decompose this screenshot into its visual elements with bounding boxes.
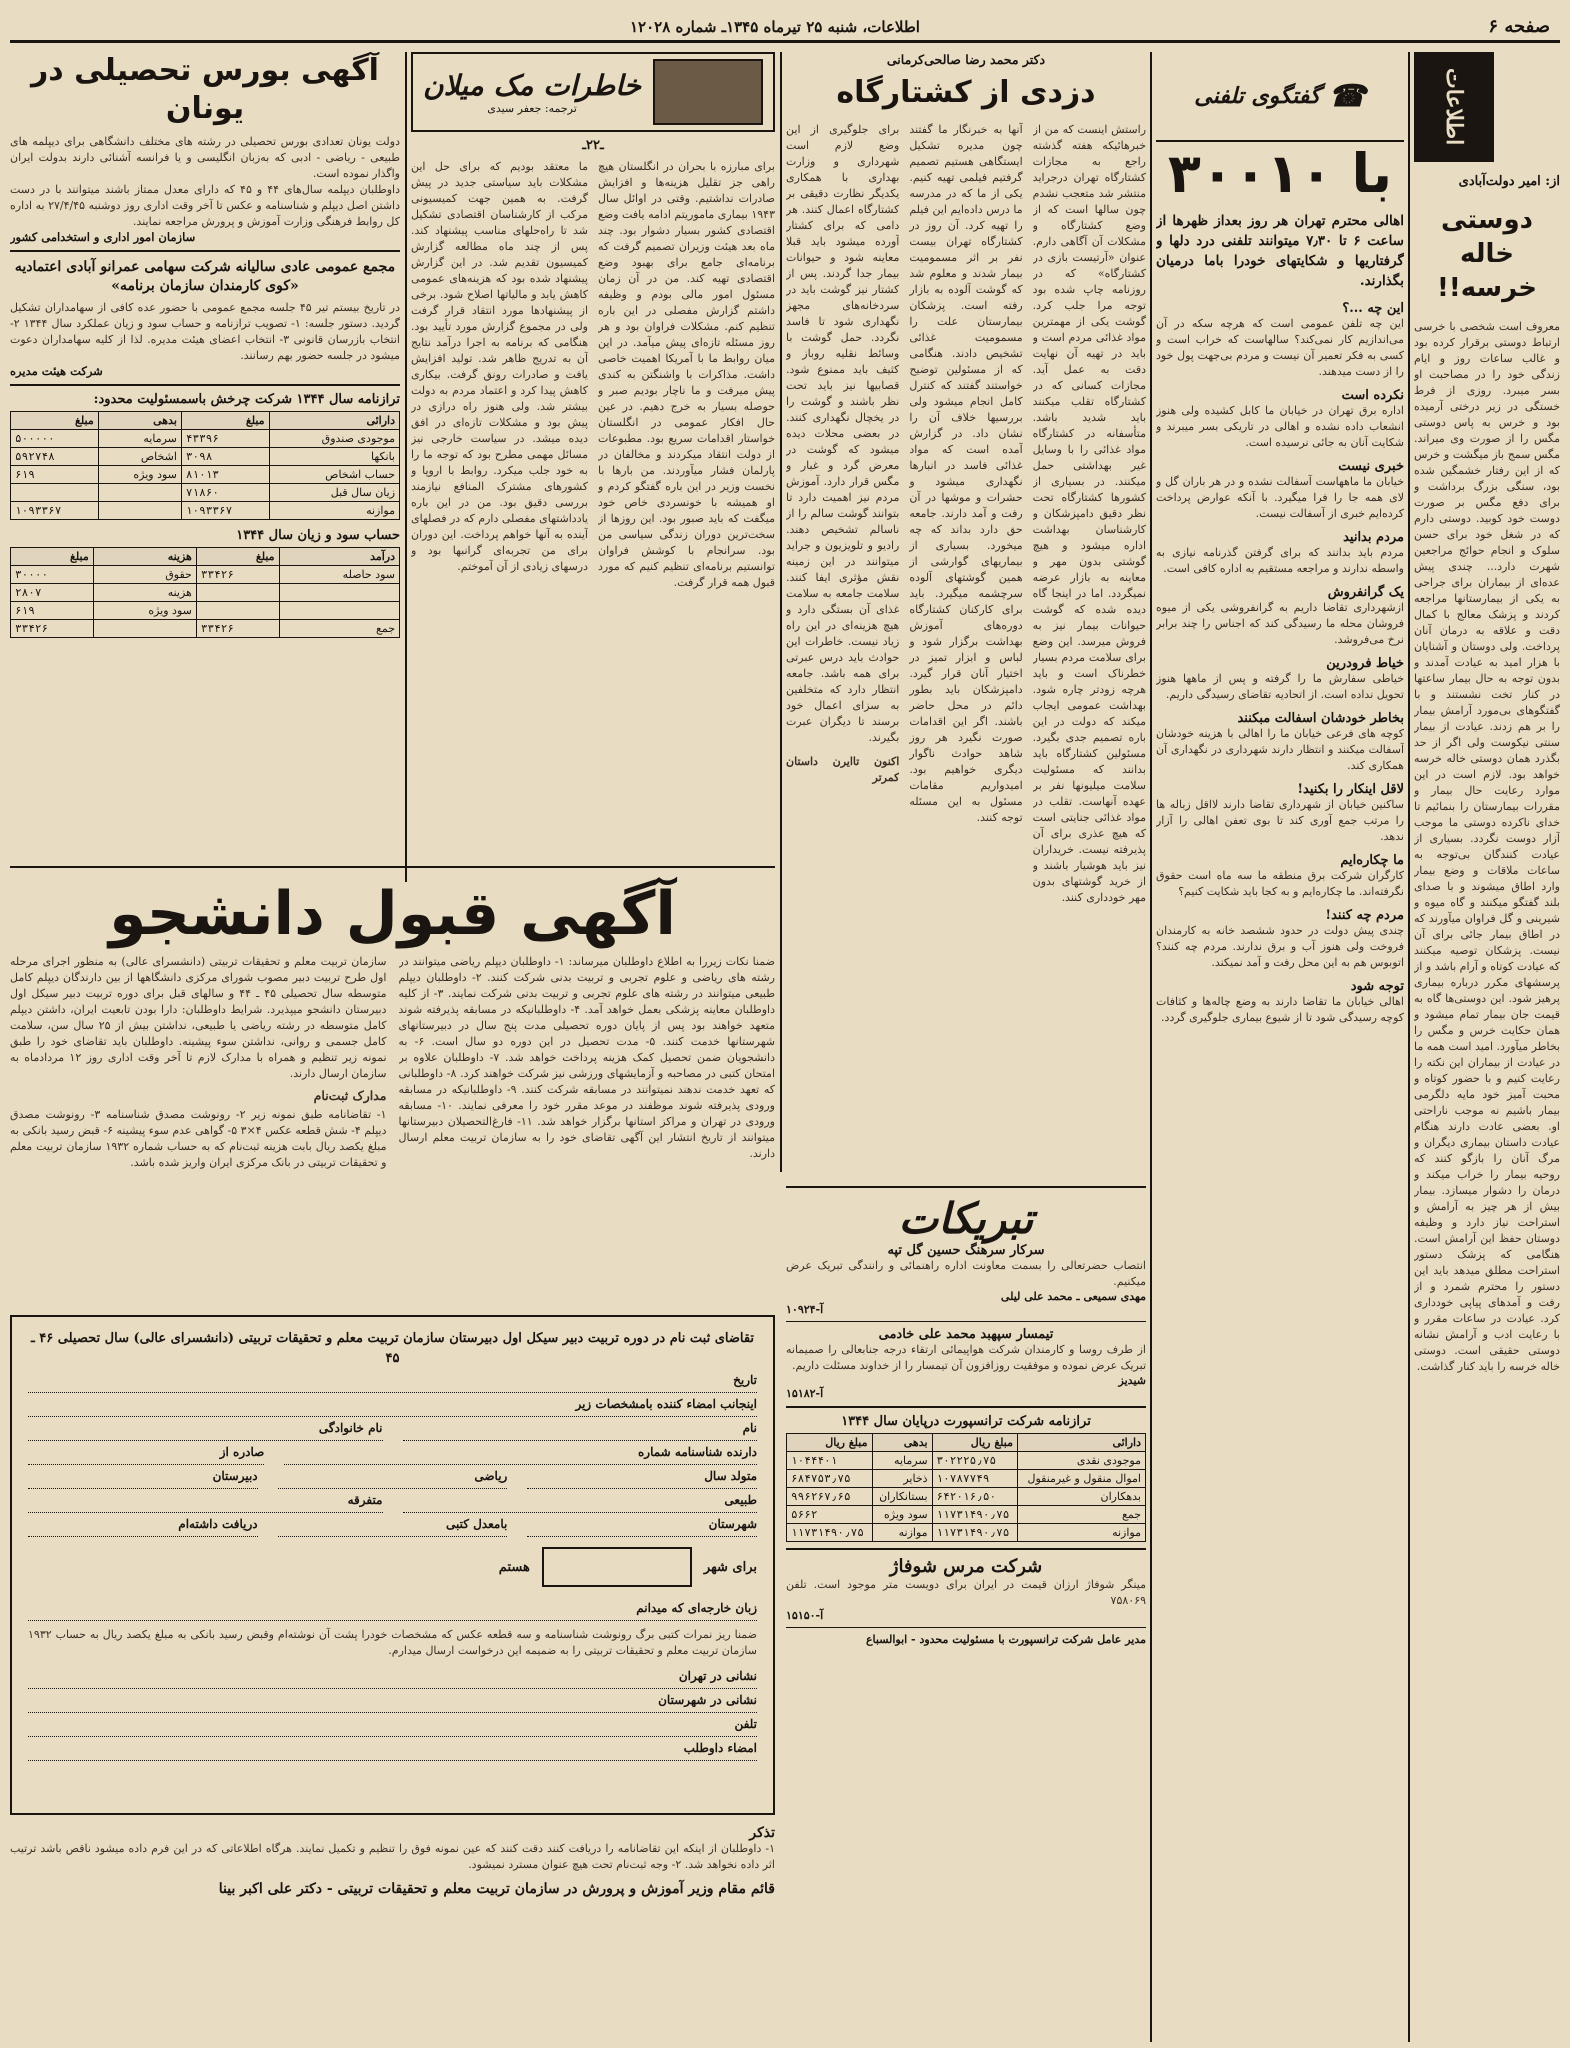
table-cell — [98, 484, 181, 502]
admission-ad — [10, 860, 775, 1324]
phone-item-body: کارگران شرکت برق منطقه ما سه ماه است حقوق نگرفته‌اند. ما چکاره‌ایم و به کجا باید شکایت کنیم؟ — [1156, 869, 1404, 898]
form-name-field[interactable]: نام — [403, 1417, 758, 1441]
table-header-cell: مبلغ — [11, 548, 94, 566]
table-cell: ۶۱۹ — [11, 602, 94, 620]
balance-title: ترازنامه سال ۱۳۴۴ شرکت چرخش باسمسئولیت محدود: — [93, 392, 400, 407]
table-row — [787, 1488, 1146, 1506]
phone-intro: اهالی محترم تهران هر روز بعداز ظهرها از ساعت ۶ تا ۷٫۳۰ میتوانند تلفنی درد دلها و گرفتاریها و شکایتهای خودرا باما درمیان بگذارند. — [1156, 213, 1404, 289]
table-header-cell: دارائی — [269, 412, 399, 430]
phone-item-title: مردم چه کنند! — [1325, 908, 1404, 923]
shuffaz-title: شرکت مرس شوفاژ — [889, 1556, 1043, 1577]
form-address-city[interactable]: نشانی در شهرستان — [28, 1689, 757, 1713]
table-header-cell: مبلغ ریال — [932, 1434, 1017, 1452]
form-receipt-field[interactable]: دریافت داشته‌ام — [28, 1513, 258, 1537]
ettelaat-logo: اطلاعات — [1414, 52, 1494, 162]
form-city-field[interactable]: شهرستان — [527, 1513, 757, 1537]
form-for-city-label: برای شهر — [703, 1559, 757, 1575]
form-applicant-line: اینجانب امضاء کننده بامشخصات زیر — [28, 1393, 757, 1417]
phone-item-title: بخاطر خودشان اسفالت مبکنند — [1237, 711, 1404, 726]
congrats-recipient-1: سرکار سرهنگ حسین گل تپه — [887, 1243, 1045, 1258]
opinion-title: دوستی خاله خرسه!! — [1437, 205, 1537, 303]
form-city-box[interactable] — [542, 1547, 692, 1587]
column-notices — [10, 52, 400, 638]
phone-item-body: خیاطی سفارش ما را گرفته و پس از ماهها هنوز تحویل نداده است. از اتحادیه تقاضای رسیدگی داریم. — [1156, 672, 1404, 701]
header-rule — [10, 40, 1560, 43]
form-natural-field[interactable]: طبیعی — [403, 1489, 758, 1513]
phone-talk-banner — [1156, 52, 1404, 142]
admission-col-b: سازمان تربیت معلم و تحقیقات تربیتی (دانشسرای عالی) به منظور اجرای مرحله اول طرح تربیت دبیر مصوب شورای مرکزی دانشگاهها از بین دارندگان دیپلم کامل متوسطه سال تحصیلی ۴۵ ـ ۴۴ و سالهای قبل برای دوره تربیت دبیر سیکل اول دبیرستان دانشجو میپذیرد. شرایط داوطلبان: دارا بودن تابعیت ایران، داشتن دیپلم کامل متوسطه در رشته ریاضی یا طبیعی، نداشتن بیش از ۲۵ سال سن، سلامت کامل جسمی و روانی، نداشتن سوء پیشینه. داوطلبان باید تقاضای خود را طبق نمونه زیر تنظیم و همراه با مدارک لازم تا آخر وقت اداری روز ۱۲ مردادماه به سازمان ارسال دارند. مدارک ثبت‌نام ۱- تقاضانامه طبق نمونه زیر ۲- رونوشت مصدق شناسنامه ۳- رونوشت مصدق دیپلم ۴- شش قطعه عکس ۴×۳ ۵- گواهی عدم سوء پیشینه ۶- قبض رسید بانکی به مبلغ یکصد ریال بابت هزینه ثبت‌نام که به حساب شماره ۱۹۳۲ سازمان تربیت معلم و تحقیقات تربیتی در بانک مرکزی ایران واریز شده باشد. — [10, 955, 387, 1169]
application-form — [10, 1315, 775, 1815]
table-cell: بانکها — [269, 448, 399, 466]
reminder-footer: قائم مقام وزیر آموزش و پرورش در سازمان تربیت معلم و تحقیقات تربیتی - دکتر علی اکبر بینا — [218, 1881, 775, 1897]
table-cell — [279, 602, 399, 620]
table-cell: سرمایه — [872, 1452, 932, 1470]
reminder-section — [10, 1825, 775, 1897]
table-row — [787, 1452, 1146, 1470]
congrats-text-2: از طرف روسا و کارمندان شرکت هواپیمائی ارتقاء درجه جنابعالی را صمیمانه تبریک عرض نموده و موفقیت روزافزون آن تیمسار را از خداوند مسئلت داریم. — [786, 1343, 1146, 1372]
table-cell: جمع — [279, 620, 399, 638]
phone-item-title: نکرده است — [1341, 388, 1404, 403]
phone-number-title: با ۳۰۰۱۰ — [1167, 142, 1393, 205]
pl-table-body — [11, 566, 400, 638]
memoir-title: خاطرات مک میلان — [423, 69, 641, 102]
article-signoff: اکنون تاایرن داستان کمرتر — [786, 755, 900, 784]
table-row — [787, 1506, 1146, 1524]
reminder-text: ۱- داوطلبان از اینکه این تقاضانامه را دریافت کنند دقت کنند که عین نمونه فوق را تنظیم و تکمیل نمایند. هرگاه اطلاعاتی که در این فرم داده میشود ناقص باشد ترتیب اثر داده نخواهد شد. ۲- وجه ثبت‌نام تحت هیچ عنوان مسترد نمیشود. — [10, 1842, 775, 1871]
table-cell — [11, 484, 99, 502]
assembly-title: مجمع عمومی عادی سالیانه شرکت سهامی عمرانو آبادی اعتمادیه «کوی کارمندان سازمان برنامه» — [14, 259, 396, 294]
form-attachments-text: ضمنا ریز نمرات کتبی برگ رونوشت شناسنامه و سه قطعه عکس که مشخصات خودرا پشت آن نوشته‌ام وقبض رسید بانکی به مبلغ یکصد ریال به حساب ۱۹۳۲ سازمان تربیت معلم و تحقیقات تربیتی را به ضمیمه این درخواست ارسال میدارم. — [28, 1628, 757, 1657]
table-row — [11, 502, 400, 520]
table-cell — [93, 620, 196, 638]
column-divider — [405, 52, 407, 882]
shuffaz-text: مینگر شوفاژ ارزان قیمت در ایران برای دویست متر موجود است. تلفن ۷۵۸۰۶۹ — [786, 1578, 1146, 1607]
table-cell: ۱۱۷۳۱۴۹۰٫۷۵ — [932, 1524, 1017, 1542]
phone-item-title: این چه ...؟ — [1342, 301, 1404, 316]
table-cell: ۳۰۹۸ — [181, 448, 269, 466]
table-cell: ۵۶۶۲ — [787, 1506, 873, 1524]
table-header-row — [11, 412, 400, 430]
memoir-translator: ترجمه: جعفر سیدی — [487, 102, 577, 115]
table-cell: سود ویژه — [93, 602, 196, 620]
table-cell: حقوق — [93, 566, 196, 584]
table-header-row — [787, 1434, 1146, 1452]
table-cell: سود حاصله — [279, 566, 399, 584]
portrait-image — [653, 59, 763, 125]
table-cell: ۱۰۷۸۷۷۴۹ — [932, 1470, 1017, 1488]
form-title: تقاضای ثبت نام در دوره تربیت دبیر سیکل اول دبیرستان سازمان تربیت معلم و تحقیقات تربیتی (دانشسرای عالی) سال تحصیلی ۴۶ ـ ۴۵ — [30, 1331, 755, 1366]
table-cell: ۸۱۰۱۳ — [181, 466, 269, 484]
column-divider — [1150, 52, 1152, 2042]
table-cell — [98, 502, 181, 520]
article-col-b: آنها به خبرنگار ما گفتند چون مدیره تشکیل ایستگاهی هستیم تصمیم گرفتیم فیلمی تهیه کنیم. یکی از ما که در مدرسه ما درس داده‌ایم این فیلم را تهیه کرد. آن روز در کشتارگاه تهران بیست نفر بر اثر مسمومیت بیمار شدند و معلوم شد که گوشت آلوده به بازار رفته است. پزشکان بیمارستان علت را مسمومیت غذائی تشخیص دادند. هنگامی که از مسئولین توضیح خواستند گفتند که کنترل کامل انجام میشود ولی بررسیها خلاف آن را نشان داد. در گزارش آمده است که مواد غذائی فاسد در انبارها نگهداری میشود و حشرات و موشها در آن رفت و آمد دارند. جامعه حق دارد بداند که چه میخورد. بسیاری از بیماریهای گوارشی از همین گوشتهای آلوده سرچشمه میگیرد. باید برای کارکنان کشتارگاه دوره‌های آموزش بهداشت برگزار شود و لباس و ابزار تمیز در اختیار آنان قرار گیرد. دامپزشکان باید بطور دائم در محل حاضر باشند. اگر این اقدامات صورت نگیرد هر روز شاهد حوادث ناگوار دیگری خواهیم بود. امیدواریم مقامات مسئول به این مسئله توجه کنند. — [909, 123, 1023, 824]
assembly-sign: شرکت هیئت مدیره — [10, 364, 103, 378]
scholarship-sign: سازمان امور اداری و استخدامی کشور — [10, 230, 196, 244]
phone-item-body: اداره برق تهران در خیابان ما کابل کشیده ولی هنوز انشعاب داده نشده و اهالی در تاریکی بسر میبرند و شکایت آنان به جائی نرسیده است. — [1156, 404, 1404, 449]
form-language-field[interactable]: زبان خارجه‌ای که میدانم — [28, 1597, 757, 1621]
table-cell: بدهکاران — [1018, 1488, 1146, 1506]
form-am-label: هستم — [498, 1559, 530, 1575]
newspaper-page — [10, 10, 1560, 2040]
table-header-cell: مبلغ — [196, 548, 279, 566]
memoir-col-a: برای مبارزه با بحران در انگلستان هیچ راهی جز تقلیل هزینه‌ها و افزایش صادرات نداشتیم. وقتی در اوائل سال ۱۹۴۳ بیماری ماموریتم ادامه یافت وضع اقتصادی کشور بسیار دشوار بود. چند ماه بعد هیئت وزیران تصمیم گرفت که برنامه‌ای جامع برای بهبود وضع اقتصادی تهیه کند. من در آن زمان مسئول امور مالی بودم و وظیفه داشتم گزارش مفصلی در این باره تنظیم کنم. مشکلات فراوان بود و هر روز مسئله تازه‌ای پیش میآمد. در این میان روابط ما با آمریکا اهمیت خاصی داشت. مذاکرات با واشنگتن به کندی پیش میرفت و ما ناچار بودیم صبر و حوصله بسیار به خرج دهیم. در عین حال افکار عمومی در انگلستان خواستار اقدامات سریع بود. مطبوعات از دولت انتقاد میکردند و مخالفان در پارلمان فشار میآوردند. من بارها با نخست وزیر در این باره گفتگو کردم و او همیشه با خونسردی خاص خود میگفت که باید صبور بود. این روزها از سخت‌ترین دوران زندگی سیاسی من بود. سرانجام با کوشش فراوان توانستیم برنامه‌ای تنظیم کنیم که مورد قبول همه قرار گرفت. — [598, 160, 775, 589]
phone-item-body: این چه تلفن عمومی است که هرچه سکه در آن می‌اندازیم کار نمی‌کند؟ سالهاست که خراب است و کسی به فکر تعمیر آن نیست و مردم بی‌جهت پول خود را از دست میدهند. — [1156, 317, 1404, 378]
table-cell: موجودی صندوق — [269, 430, 399, 448]
form-signature-field[interactable]: امضاء داوطلب — [28, 1737, 757, 1761]
form-address-tehran[interactable]: نشانی در تهران — [28, 1665, 757, 1689]
column-divider — [780, 52, 782, 1172]
table-cell: ۱۰۹۳۳۶۷ — [11, 502, 99, 520]
phone-item-body: ساکنین خیابان از شهرداری تقاضا دارند لااقل زباله ها را مرتب جمع آوری کند تا بوی تعفن اهالی را آزار ندهد. — [1156, 798, 1404, 843]
table-cell: ۳۳۴۲۶ — [196, 566, 279, 584]
memoir-header — [411, 52, 775, 132]
column-article — [786, 52, 1146, 1132]
congrats-signers-1: مهدی سمیعی ـ محمد علی لیلی — [1000, 1290, 1146, 1303]
form-born-field[interactable]: متولد سال — [527, 1465, 757, 1489]
memoir-col-b: ما معتقد بودیم که برای حل این مشکلات باید سیاستی جدید در پیش گرفت. به همین جهت کمیسیونی مرکب از کارشناسان اقتصادی تشکیل شد تا راه‌حلهای مناسب پیشنهاد کند. پس از چند ماه مطالعه گزارش کمیسیون تقدیم شد. در این گزارش پیشنهاد شده بود که هزینه‌های عمومی کاهش یابد و مالیاتها اصلاح شود. برخی از پیشنهادها مورد انتقاد قرار گرفت ولی در مجموع گزارش مورد تأیید بود. هنگامی که برنامه به اجرا درآمد نتایج آن به تدریج ظاهر شد. تولید افزایش یافت و صادرات رونق گرفت. بیکاری کاهش پیدا کرد و اعتماد مردم به دولت بیشتر شد. ولی هنوز راه درازی در پیش بود و مشکلات تازه‌ای در افق دیده میشد. در سیاست خارجی نیز مسائل مهمی مطرح بود که توجه ما را به خود جلب میکرد. روابط با اروپا و کشورهای مشترک المنافع نیازمند بررسی دقیق بود. من در این باره یادداشتهای مفصلی دارم که در فصلهای آینده به آنها خواهم پرداخت. این دوران برای من تجربه‌ای گرانبها بود و درسهای زیادی از آن آموختم. — [411, 160, 588, 573]
pl-table — [10, 547, 400, 638]
form-misc-field[interactable]: متفرقه — [28, 1489, 383, 1513]
article-col-c: برای جلوگیری از این وضع لازم است شهرداری و وزارت بهداری با همکاری یکدیگر نظارت دقیقی بر کشتارگاه اعمال کنند. هر دامی که برای کشتار آورده میشود باید قبلا معاینه شود و حیوانات بیمار جدا گردند. پس از کشتار نیز گوشت باید در سردخانه‌های مجهز نگهداری شود تا فاسد نگردد. حمل گوشت با وسائط نقلیه روباز و کثیف باید ممنوع شود. قصابیها نیز باید تحت نظر باشند و گوشت را در یخچال نگهداری کنند. در بعضی محلات دیده میشود که گوشت در معرض گرد و غبار و مگس قرار دارد. آموزش مردم نیز اهمیت دارد تا بتوانند گوشت سالم را از ناسالم تشخیص دهند. رادیو و تلویزیون و جراید میتوانند در این زمینه نقش مؤثری ایفا کنند. سلامت جامعه به سلامت غذای آن بستگی دارد و هیچ هزینه‌ای در این راه زیاد نیست. خاطرات این حوادث باید درس عبرتی برای همه باشد. جامعه انتظار دارد که متخلفین به سزای اعمال خود برسند تا دیگران عبرت بگیرند. اکنون تاایرن داستان کمرتر — [786, 123, 900, 784]
table-row — [11, 430, 400, 448]
transport-balance-body — [787, 1452, 1146, 1542]
form-date-field[interactable]: تاریخ — [28, 1369, 757, 1393]
table-cell: ۵۹۲۷۴۸ — [11, 448, 99, 466]
table-cell: ۱۱۷۳۱۴۹۰٫۷۵ — [787, 1524, 873, 1542]
congratulations-title: تبریکات — [898, 1194, 1034, 1243]
phone-item-title: توجه شود — [1350, 979, 1404, 994]
table-cell: ۳۳۴۲۶ — [196, 620, 279, 638]
table-cell: موازنه — [872, 1524, 932, 1542]
table-cell: سود ویژه — [872, 1506, 932, 1524]
assembly-text: در تاریخ بیستم تیر ۴۵ جلسه مجمع عمومی با حضور عده کافی از سهامداران تشکیل گردید. دستور جلسه: ۱- تصویب ترازنامه و حساب سود و زیان عملکرد سال ۱۳۴۴ ۲- انتخاب بازرسان قانونی ۳- انتخاب اعضای هیئت مدیره. لذا از کلیه سهامداران دعوت میشود در جلسه حضور بهم رسانند. — [10, 301, 400, 362]
form-family-field[interactable]: نام خانوادگی — [28, 1417, 383, 1441]
table-cell: ذخایر — [872, 1470, 932, 1488]
form-known-field[interactable]: بامعدل کتبی — [278, 1513, 508, 1537]
table-cell: ۶۴۲۰۱۶٫۵۰ — [932, 1488, 1017, 1506]
table-row — [11, 584, 400, 602]
table-cell: سود ویژه — [98, 466, 181, 484]
pl-title: حساب سود و زیان سال ۱۳۴۴ — [236, 528, 400, 543]
table-header-row — [11, 548, 400, 566]
table-cell: حساب اشخاص — [269, 466, 399, 484]
table-cell: اموال منقول و غیرمنقول — [1018, 1470, 1146, 1488]
table-cell: ۱۱۷۳۱۴۹۰٫۷۵ — [932, 1506, 1017, 1524]
table-row — [11, 448, 400, 466]
phone-item-body: مردم باید بدانند که برای گرفتن گذرنامه نیازی به واسطه ندارند و مراجعه مستقیم به اداره کافی است. — [1156, 546, 1404, 575]
memoir-part: ـ۲۲ـ — [582, 138, 604, 153]
congrats-text-1: انتصاب حضرتعالی را بسمت معاونت اداره راهنمائی و رانندگی تبریک عرض میکنیم. — [786, 1259, 1146, 1288]
phone-item-body: ازشهرداری تقاضا داریم به گرانفروشی یکی از میوه فروشان محله ما رسیدگی کند که اجناس را چند برابر نرخ می‌فروشد. — [1156, 601, 1404, 646]
opinion-author: از: امیر دولت‌آبادی — [1458, 174, 1560, 189]
issue-line: اطلاعات، شنبه ۲۵ تیرماه ۱۳۴۵ـ شماره ۱۲۰۲۸ — [630, 18, 920, 36]
congrats-signers-2: شیدیز — [1118, 1374, 1146, 1387]
table-cell: موازنه — [269, 502, 399, 520]
congratulations-section — [786, 1180, 1146, 1646]
article-col-a: راستش اینست که من از خبرهائیکه هفته گذشته راجع به مجازات کشتارگاه تهران درجراید منتشر شد متعجب نشدم چون سالها است که از وضع کشتارگاه و مشکلات آن آگاهی دارم. عنوان «آرتیست بازی در کشتارگاه» که در روزنامه چاپ شده بود توجه مرا جلب کرد. گوشت یکی از مهمترین مواد غذائی مردم است و باید در تهیه آن نهایت دقت به عمل آید. مجازات کسانی که در کشتارگاه تقلب میکنند باید شدید باشد. متأسفانه در کشتارگاه مواد غذائی را با وسایل غیر بهداشتی حمل میکنند. در بسیاری از کشورها کشتارگاه تحت نظر دقیق دامپزشکان و کارشناسان بهداشت اداره میشود و هیچ گوشتی بدون مهر و معاینه به بازار عرضه نمیگردد. اما در اینجا گاه دیده شده که گوشت حیوانات بیمار نیز به فروش میرسد. این وضع برای سلامت مردم بسیار خطرناک است و باید هرچه زودتر چاره شود. بهداشت عمومی ایجاب میکند که دولت در این باره تصمیم جدی بگیرد. مسئولین کشتارگاه باید بدانند که مسئولیت سلامت میلیونها نفر بر عهده آنهاست. تقلب در مواد غذائی جنایتی است که هیچ عذری برای آن پذیرفته نیست. خریداران نیز باید هوشیار باشند و از خرید گوشتهای بدون مهر خودداری کنند. — [1032, 123, 1146, 904]
table-header-cell: بدهی — [872, 1434, 932, 1452]
ad-code-1: آ-۱۰۹۲۴ — [786, 1303, 824, 1316]
table-cell: ۷۱۸۶۰ — [181, 484, 269, 502]
form-math-field[interactable]: ریاضی — [278, 1465, 508, 1489]
column-phone-talk — [1156, 52, 1404, 1026]
phone-item-body: چندی پیش دولت در حدود ششصد خانه به کارمندان فروخت ولی هنوز آب و برق ندارند. مردم چه کنند؟ اتوبوس هم به این محل رفت و آمد نمیکند. — [1156, 924, 1404, 969]
transport-balance-title: ترازنامه شرکت ترانسپورت درپایان سال ۱۳۴۴ — [841, 1414, 1091, 1429]
phone-item-title: خیاط فرودرین — [1326, 656, 1404, 671]
table-cell: ۶۸۴۷۵۳٫۷۵ — [787, 1470, 873, 1488]
balance-table — [10, 411, 400, 520]
opinion-body: معروف است شخصی با خرسی ارتباط دوستی برقرار کرده بود و غالب ساعات روز و ایام زندگی خود را در مصاحبت او بسر میبرد. روزی از فرط خستگی در زیر درختی آرمیده بود و خرس به پاس دوستی مگس را از صورت وی میراند. مگس سمج باز میگشت و خرس که از این رفتار خشمگین شده بود، سنگی بزرگ برداشت و برای دفع مگس بر صورت دوست خود کوبید. دوستی دارم که در شغل خود برای حسن سلوک و انجام حوائج مراجعین شهرت دارد... چندی پیش عده‌ای از بیماران برای جراحی به یکی از بیمارستانها مراجعه کردند و پزشک معالج با کمال دقت و علاقه به درمان آنان پرداخت. ولی دوستان و آشنایان با هزار امید به عیادت آمدند و بدون توجه به حال بیمار ساعتها در کنار تخت نشستند و با گفتگوهای بی‌مورد آرامش بیمار را بر هم زدند. عیادت از بیمار سنتی نیکوست ولی اگر از حد بگذرد همان دوستی خاله خرسه خواهد بود. لازم است در این موارد رعایت حال بیمار و مقررات بیمارستان را بنمائیم تا خدای ناکرده دوستی ما موجب آزار دوست نگردد. بسیاری از عیادت کنندگان بی‌توجه به ساعات ملاقات و وضع بیمار وارد اطاق میشوند و با صدای بلند گفتگو میکنند و گاه میوه و شیرینی و گل فراوان میآورند که در اطاق بیمار جائی برای آن نیست. پزشکان توصیه میکنند که عیادت کوتاه و آرام باشد و از پرسشهای مکرر درباره بیماری پرهیز شود. این دوستی‌ها گاه به قیمت جان بیمار تمام میشود و همان حکایت خرس و مگس را بخاطر میآورد. امید است همه ما در عیادت از بیماران این نکته را رعایت کنیم و با حضور کوتاه و محبت آمیز خود مایه دلگرمی بیمار باشیم نه موجب ناراحتی او. بعضی عادت دارند هنگام عیادت داستان بیماری دیگران و مرگ آنان را بازگو کنند که روحیه بیمار را خراب میکند و درمان را دشوار میسازد. بیمار بیش از هر چیز به آرامش و استراحت نیاز دارد و وظیفه دوستان حفظ این آرامش است. هنگامی که پزشک دستور استراحت مطلق میدهد باید این دستور را محترم شمرد و از رفت و آمدهای پیاپی خودداری کرد. عیادت در ساعات مقرر و با رعایت ادب و آرامش نشانه دوستی حقیقی است. دوستی خاله خرسه را باید کنار گذاشت. — [1414, 320, 1560, 1373]
phone-item-title: خبری نیست — [1338, 459, 1404, 474]
table-cell: ۲۸۰۷ — [11, 584, 94, 602]
table-cell: اشخاص — [98, 448, 181, 466]
table-cell: موازنه — [1018, 1524, 1146, 1542]
page-number: صفحه ۶ — [1488, 16, 1550, 37]
table-header-cell: هزینه — [93, 548, 196, 566]
phone-item-body: خیابان ما ماههاست آسفالت نشده و در هر باران گل و لای همه جا را فرا میگیرد. با آنکه عوارض پرداخت کرده‌ایم خبری از آسفالت نیست. — [1156, 475, 1404, 520]
phone-item-title: مردم بدانید — [1343, 530, 1404, 545]
form-issued-field[interactable]: صادره از — [28, 1441, 264, 1465]
phone-item-title: یک گرانفروش — [1327, 585, 1404, 600]
scholarship-title: آگهی بورس تحصیلی در یونان — [31, 53, 379, 126]
table-cell: ۳۳۴۲۶ — [11, 620, 94, 638]
balance-table-body — [11, 430, 400, 520]
table-row — [787, 1470, 1146, 1488]
table-cell — [196, 602, 279, 620]
table-row — [787, 1524, 1146, 1542]
table-cell: ۱۰۴۴۴۰۱ — [787, 1452, 873, 1470]
transport-balance-footer: مدیر عامل شرکت ترانسپورت با مسئولیت محدود - ابوالسباع — [865, 1633, 1146, 1646]
table-header-cell: دارائی — [1018, 1434, 1146, 1452]
phone-item-body: اهالی خیابان ما تقاضا دارند به وضع چاله‌ها و کثافات کوچه رسیدگی شود تا از شیوع بیماری جلوگیری گردد. — [1156, 995, 1404, 1024]
ad-code-2: آ-۱۵۱۸۲ — [786, 1387, 824, 1400]
table-cell: جمع — [1018, 1506, 1146, 1524]
table-cell: ۹۹۶۲۶۷٫۶۵ — [787, 1488, 873, 1506]
column-opinion — [1414, 52, 1560, 1375]
table-cell: ۶۱۹ — [11, 466, 99, 484]
table-header-cell: مبلغ — [11, 412, 99, 430]
table-header-cell: مبلغ ریال — [787, 1434, 873, 1452]
table-cell: موجودی نقدی — [1018, 1452, 1146, 1470]
column-memoir — [411, 52, 775, 879]
scholarship-text: دولت یونان تعدادی بورس تحصیلی در رشته های مختلف دانشگاهی برای دیپلمه های طبیعی - ریاضی - ادبی که به‌زبان انگلیسی و یا فرانسه آشنائی دارند بدولت ایران واگذار نموده است. — [10, 135, 400, 180]
table-cell: زیان سال قبل — [269, 484, 399, 502]
table-cell: ۱۰۹۳۳۶۷ — [181, 502, 269, 520]
table-cell: ۳۰۲۲۲۵٫۷۵ — [932, 1452, 1017, 1470]
table-cell: سرمایه — [98, 430, 181, 448]
reminder-title: تذکر — [749, 1825, 775, 1841]
table-header-cell: بدهی — [98, 412, 181, 430]
table-row — [11, 566, 400, 584]
phone-item-title: لاقل اینکار را بکنید! — [1297, 782, 1404, 797]
table-cell — [196, 584, 279, 602]
phone-icon: ☎ — [1328, 78, 1366, 114]
table-cell: بستانکاران — [872, 1488, 932, 1506]
form-id-field[interactable]: دارنده شناسنامه شماره — [284, 1441, 757, 1465]
documents-title: مدارک ثبت‌نام — [313, 1088, 387, 1103]
form-school-field[interactable]: دبیرستان — [28, 1465, 258, 1489]
table-cell: هزینه — [93, 584, 196, 602]
table-cell: ۳۰۰۰۰ — [11, 566, 94, 584]
page-header — [10, 10, 1560, 40]
table-row — [11, 620, 400, 638]
phone-talk-banner-text: گفتگوی تلفنی — [1194, 83, 1321, 109]
form-phone-field[interactable]: تلفن — [28, 1713, 757, 1737]
table-header-cell: درآمد — [279, 548, 399, 566]
transport-balance-table — [786, 1433, 1146, 1542]
column-divider — [1408, 52, 1410, 2042]
scholarship-details: داوطلبان دیپلمه سال‌های ۴۴ و ۴۵ که دارای معدل ممتاز باشند میتوانند با در دست داشتن اصل دیپلم و شناسنامه و عکس تا آخر وقت اداری روز دوشنبه ۲۷/۴/۴۵ به اداره کل روابط فرهنگی وزارت آموزش و پرورش مراجعه نمایند. — [10, 183, 400, 228]
phone-item-body: کوچه های فرعی خیابان ما را اهالی با هزینه خودشان آسفالت میکنند و انتظار دارند شهرداری در نگهداری آن همکاری کند. — [1156, 727, 1404, 772]
phone-item-title: ما چکاره‌ایم — [1340, 853, 1404, 868]
table-cell: ۴۳۳۹۶ — [181, 430, 269, 448]
congrats-recipient-2: تیمسار سپهبد محمد علی خادمی — [878, 1327, 1054, 1342]
table-row — [11, 602, 400, 620]
table-header-cell: مبلغ — [181, 412, 269, 430]
article-byline: دکتر محمد رضا صالحی‌کرمانی — [886, 52, 1046, 67]
table-cell: ۵۰۰۰۰۰ — [11, 430, 99, 448]
table-row — [11, 466, 400, 484]
ad-code-3: آ-۱۵۱۵۰ — [786, 1609, 824, 1622]
article-title: دزدی از کشتارگاه — [836, 75, 1096, 110]
table-cell — [279, 584, 399, 602]
admission-title: آگهی قبول دانشجو — [109, 879, 676, 949]
table-row — [11, 484, 400, 502]
admission-col-a: ضمنا نکات زیررا به اطلاع داوطلبان میرساند: ۱- داوطلبان دیپلم ریاضی میتوانند در رشته های ریاضی و علوم تجربی و تربیت بدنی شرکت کنند. ۲- داوطلبان دیپلم طبیعی میتوانند در رشته های علوم تجربی و تربیت بدنی شرکت نمایند. ۳- از کلیه داوطلبان معاینه پزشکی بعمل خواهد آمد. ۴- داوطلبانیکه در مسابقه پذیرفته شوند متعهد خواهند بود پس از پایان دوره تحصیلی مدت پنج سال در دبیرستانهای شهرستانها خدمت کنند. ۵- مدت تحصیل در این دوره دو سال است. ۶- به دانشجویان ضمن تحصیل کمک هزینه پرداخت خواهد شد. ۷- داوطلبان علاوه بر امتحان کتبی در مصاحبه و آزمایشهای ورزشی نیز شرکت خواهند کرد. ۸- داوطلبانی که تعهد خدمت ندهند نمیتوانند در مسابقه شرکت کنند. ۹- داوطلبانیکه در مسابقه ورودی پذیرفته شوند موظفند در موعد مقرر خود را معرفی نمایند. ۱۰- مسابقه ورودی در تهران و مراکز استانها برگزار خواهد شد. ۱۱- فارغ‌التحصیلان دبیرستانها میتوانند از تاریخ انتشار این آگهی تقاضای خود را به سازمان تربیت معلم ارسال دارند. — [398, 955, 775, 1160]
